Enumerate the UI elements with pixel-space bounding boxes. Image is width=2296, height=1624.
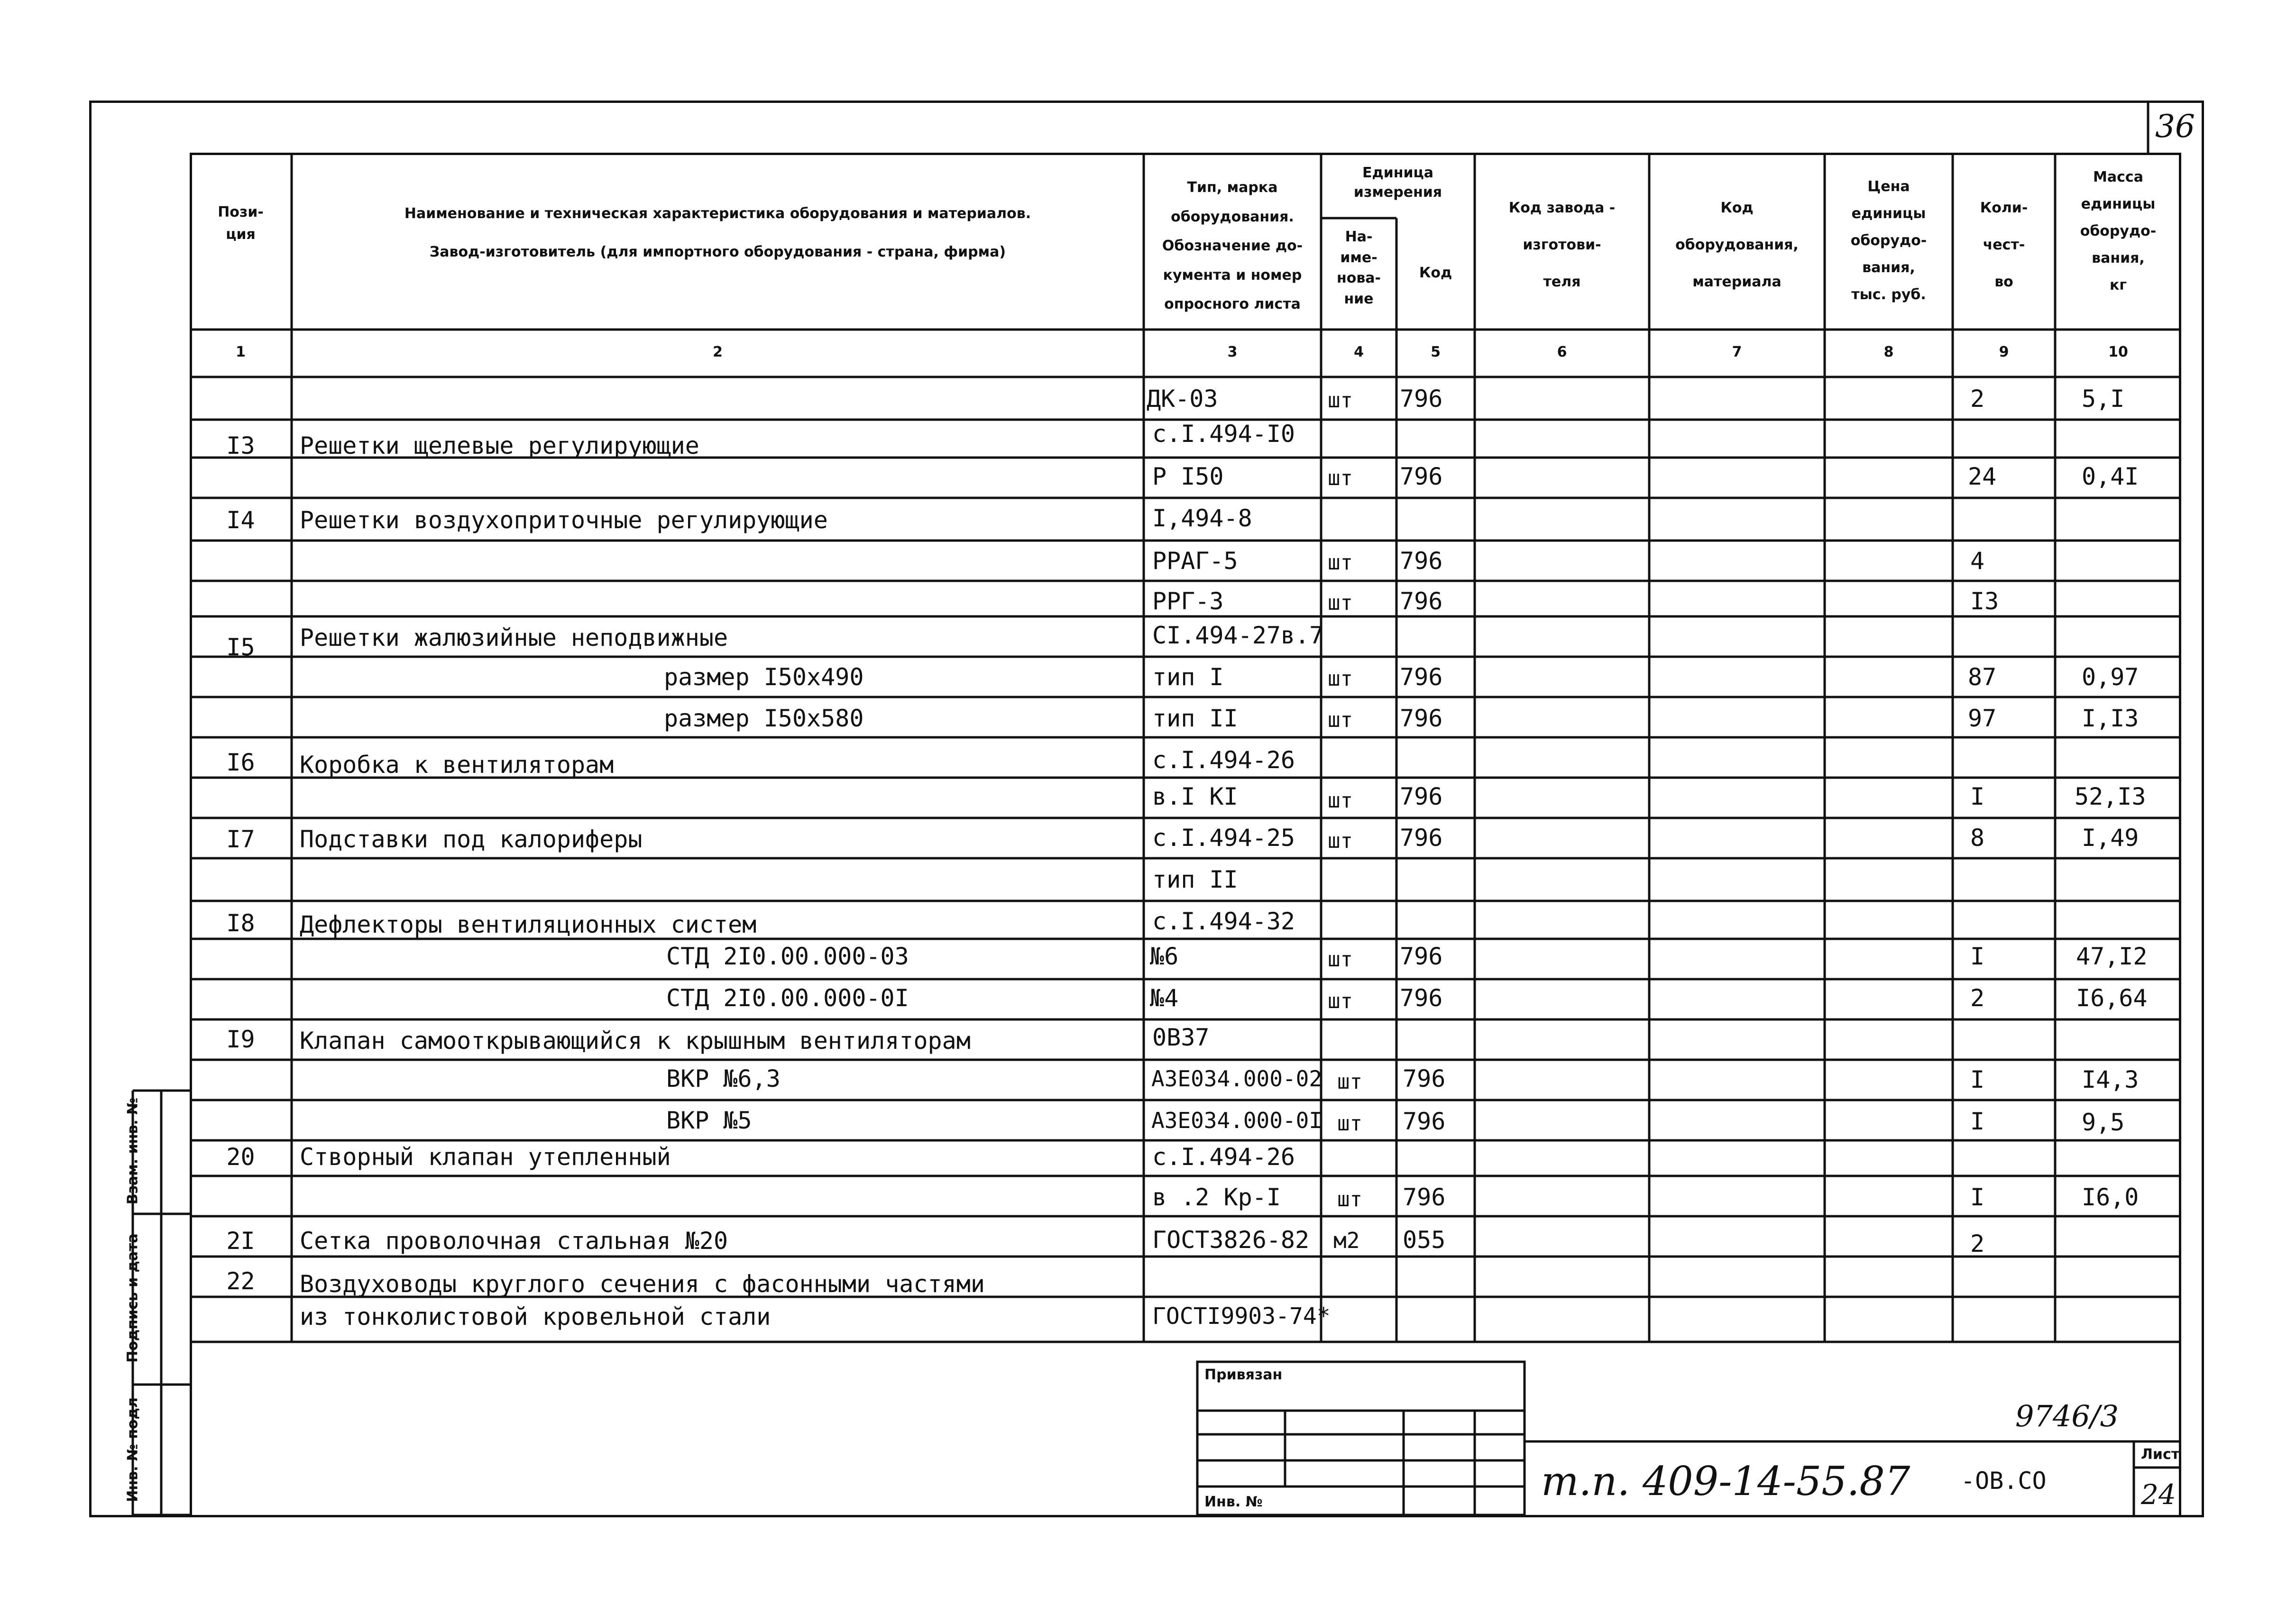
cell-qty: 97 [1968, 705, 1997, 732]
cell-name: Дефлекторы вентиляционных систем [300, 911, 757, 938]
colnum-5: 5 [1431, 344, 1441, 360]
side-label-replace-inv: Взам. инв. № [124, 1097, 141, 1205]
cell-type: А3Е034.000-0I [1151, 1108, 1322, 1133]
header-unit-name: На- име- нова- ние [1336, 229, 1381, 307]
cell-name: Решетки щелевые регулирующие [300, 432, 699, 459]
cell-qty: 2 [1970, 984, 1985, 1012]
header-quantity: Коли- чест- во [1980, 200, 2028, 290]
colnum-3: 3 [1227, 344, 1238, 360]
cell-code: 796 [1400, 783, 1443, 810]
sheet-label: Лист [2141, 1446, 2180, 1463]
cell-unit: шт [1328, 388, 1353, 413]
cell-pos: 2I [226, 1227, 255, 1255]
cell-code: 796 [1403, 1108, 1446, 1135]
cell-code: 796 [1400, 463, 1443, 490]
top-sheet-number: 36 [2155, 108, 2195, 145]
cell-mass: I6,0 [2082, 1184, 2139, 1211]
cell-type: с.I.494-26 [1152, 746, 1295, 774]
header-price: Цена единицы оборудо- вания, тыс. руб. [1850, 178, 1927, 303]
cell-name: СТД 2I0.00.000-03 [666, 943, 909, 970]
cell-name: Решетки жалюзийные неподвижные [300, 624, 728, 651]
cell-pos: I3 [226, 432, 255, 459]
cell-unit: шт [1328, 708, 1353, 732]
cell-unit: шт [1337, 1187, 1362, 1211]
colnum-1: 1 [236, 344, 246, 360]
cell-type: ГОСТ3826-82 [1152, 1226, 1310, 1254]
cell-type: СI.494-27в.7 [1152, 622, 1324, 649]
header-pos: Пози- ция [218, 204, 264, 243]
cell-name: Коробка к вентиляторам [300, 751, 614, 779]
cell-type: 0В37 [1152, 1024, 1210, 1051]
cell-name: ВКР №6,3 [666, 1065, 781, 1092]
cell-name: из тонколистовой кровельной стали [300, 1303, 771, 1330]
cell-mass: 5,I [2082, 385, 2125, 413]
cell-type: с.I.494-25 [1152, 824, 1295, 852]
stamp-inv-label: Инв. № [1204, 1494, 1263, 1510]
side-label-signature-date: Подпись и дата [124, 1233, 141, 1363]
colnum-9: 9 [1999, 344, 2009, 360]
side-label-inv-orig: Инв. № подл [124, 1397, 141, 1502]
cell-code: 796 [1400, 943, 1443, 970]
header-unit-code: Код [1419, 265, 1452, 281]
cell-mass: 0,4I [2082, 463, 2139, 490]
cell-type: с.I.494-26 [1152, 1143, 1295, 1171]
cell-pos: I6 [226, 749, 255, 776]
stamp-bound-label: Привязан [1204, 1367, 1283, 1383]
cell-name: ВКР №5 [666, 1107, 752, 1134]
header-equipment-code: Код оборудования, материала [1675, 200, 1799, 290]
cell-name: Клапан самооткрывающийся к крышным вентиляторам [300, 1027, 971, 1055]
colnum-8: 8 [1883, 344, 1894, 360]
cell-code: 796 [1403, 1184, 1446, 1211]
cell-code: 055 [1403, 1226, 1446, 1254]
cell-pos: I5 [226, 633, 255, 661]
colnum-4: 4 [1354, 344, 1364, 360]
cell-code: 796 [1400, 984, 1443, 1012]
cell-type: I,494-8 [1152, 505, 1252, 532]
colnum-10: 10 [2108, 344, 2128, 360]
cell-type: с.I.494-32 [1152, 908, 1295, 935]
cell-name: Подставки под калориферы [300, 826, 643, 853]
cell-unit: шт [1328, 551, 1353, 575]
cell-name: Створный клапан утепленный [300, 1143, 671, 1171]
cell-name: размер I50x580 [664, 705, 864, 732]
cell-type: Р I50 [1152, 463, 1224, 490]
sheet-number: 24 [2141, 1478, 2176, 1511]
cell-unit: шт [1328, 789, 1353, 813]
cell-mass: I,49 [2082, 824, 2139, 852]
cell-name: размер I50x490 [664, 663, 864, 691]
cell-unit: шт [1337, 1111, 1362, 1136]
cell-name: Сетка проволочная стальная №20 [300, 1227, 728, 1255]
cell-type: №4 [1150, 984, 1179, 1012]
header-unit-group: Единица измерения [1353, 165, 1442, 201]
colnum-7: 7 [1732, 344, 1742, 360]
cell-unit: м2 [1333, 1228, 1360, 1253]
cell-pos: 20 [226, 1143, 255, 1171]
cell-name: Решетки воздухоприточные регулирующие [300, 506, 828, 534]
cell-unit: шт [1328, 947, 1353, 972]
header-mass: Масса единицы оборудо- вания, кг [2080, 169, 2157, 294]
cell-qty: 87 [1968, 663, 1997, 691]
header-name: Наименование и техническая характеристика оборудования и материалов. Завод-изготовитель (для импортного оборудования - страна, фирма) [404, 205, 1031, 260]
cell-type: с.I.494-I0 [1152, 420, 1295, 448]
doc-code: -ОВ.СО [1961, 1467, 2047, 1495]
cell-pos: I8 [226, 909, 255, 937]
cell-qty: 4 [1970, 547, 1985, 575]
project-code: т.п. 409-14-55.87 [1541, 1458, 1910, 1505]
cell-type: тип I [1152, 663, 1224, 691]
cell-mass: I,I3 [2082, 705, 2139, 732]
cell-name: СТД 2I0.00.000-0I [666, 984, 909, 1012]
cell-code: 796 [1403, 1065, 1446, 1092]
cell-type: ГОСТI9903-74* [1152, 1303, 1331, 1330]
cell-unit: шт [1328, 829, 1353, 853]
cell-qty: 2 [1970, 1230, 1985, 1257]
cell-qty: 2 [1970, 385, 1985, 413]
cell-code: 796 [1400, 705, 1443, 732]
series-code: 9746/3 [2015, 1399, 2119, 1433]
cell-unit: шт [1328, 667, 1353, 691]
cell-qty: I [1970, 783, 1985, 810]
cell-type: №6 [1150, 943, 1179, 970]
cell-qty: I [1970, 1108, 1985, 1135]
cell-qty: I3 [1970, 587, 1999, 615]
colnum-2: 2 [713, 344, 723, 360]
cell-qty: 8 [1970, 824, 1985, 852]
cell-mass: 0,97 [2082, 663, 2139, 691]
cell-unit: шт [1328, 989, 1353, 1013]
cell-type: тип II [1152, 866, 1238, 893]
cell-pos: 22 [226, 1267, 255, 1295]
cell-name: Воздуховоды круглого сечения с фасонными частями [300, 1270, 985, 1298]
colnum-6: 6 [1557, 344, 1567, 360]
cell-type: ДК-03 [1147, 385, 1218, 413]
cell-qty: 24 [1968, 463, 1997, 490]
cell-code: 796 [1400, 824, 1443, 852]
cell-unit: шт [1337, 1070, 1362, 1094]
cell-code: 796 [1400, 663, 1443, 691]
cell-mass: I4,3 [2082, 1066, 2139, 1093]
cell-type: РРГ-3 [1152, 587, 1224, 615]
cell-type: в.I КI [1152, 783, 1238, 810]
cell-qty: I [1970, 943, 1985, 970]
header-maker-code: Код завода - изготови- теля [1508, 200, 1616, 290]
cell-mass: I6,64 [2076, 984, 2148, 1012]
cell-unit: шт [1328, 591, 1353, 615]
cell-qty: I [1970, 1066, 1985, 1093]
cell-mass: 47,I2 [2076, 943, 2148, 970]
cell-code: 796 [1400, 547, 1443, 575]
cell-code: 796 [1400, 587, 1443, 615]
cell-type: РРАГ-5 [1152, 547, 1238, 575]
cell-pos: I9 [226, 1026, 255, 1053]
cell-mass: 9,5 [2082, 1109, 2125, 1136]
cell-type: в .2 Кр-I [1152, 1184, 1281, 1211]
cell-unit: шт [1328, 466, 1353, 490]
cell-qty: I [1970, 1184, 1985, 1211]
cell-type: тип II [1152, 705, 1238, 732]
cell-code: 796 [1400, 385, 1443, 413]
cell-pos: I4 [226, 506, 255, 534]
cell-pos: I7 [226, 826, 255, 853]
cell-type: А3Е034.000-02 [1151, 1066, 1322, 1092]
cell-mass: 52,I3 [2075, 783, 2146, 810]
header-type: Тип, марка оборудования. Обозначение до- кумента и номер опросного листа [1162, 179, 1303, 312]
